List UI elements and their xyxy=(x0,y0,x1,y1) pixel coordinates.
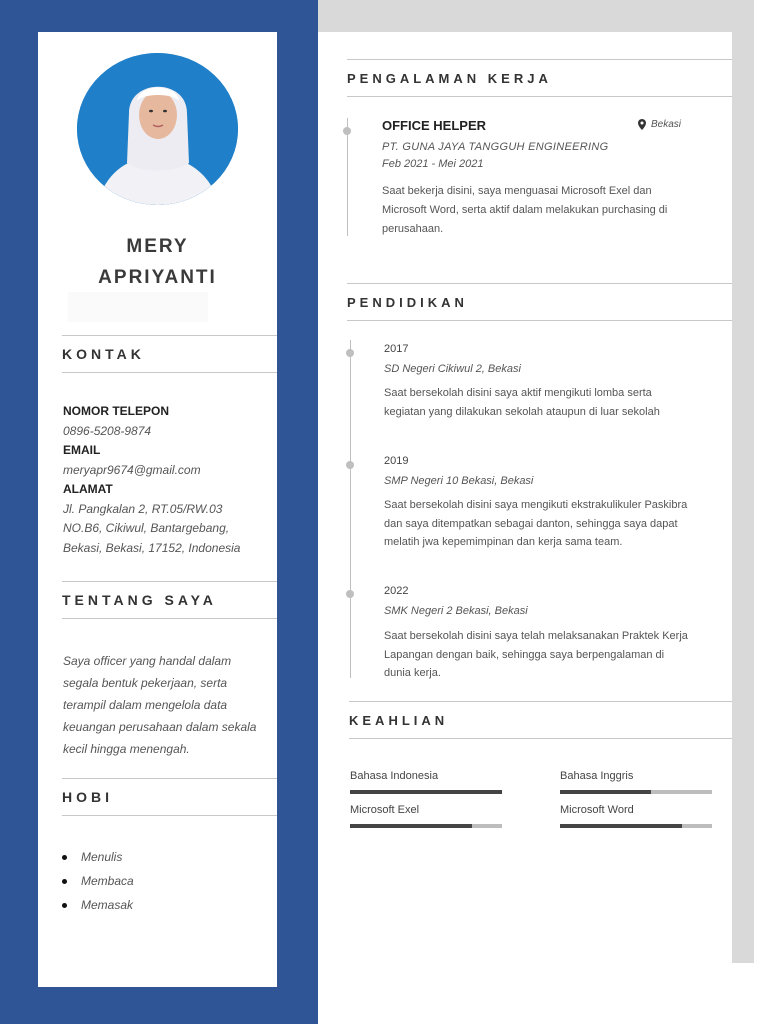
education-desc-line: kegiatan yang dilakukan sekolah ataupun di luar sekolah xyxy=(384,405,660,418)
left-panel xyxy=(38,32,277,987)
phone-value: 0896-5208-9874 xyxy=(63,423,152,438)
name-last: APRIYANTI xyxy=(98,267,217,288)
skill-item xyxy=(560,804,712,828)
job-desc-line: Microsoft Word, serta aktif dalam melakukan purchasing di xyxy=(382,204,668,216)
education-description xyxy=(384,384,716,421)
contact-section-heading xyxy=(62,335,277,373)
hobby-list xyxy=(62,845,262,917)
hobby-item xyxy=(62,845,262,869)
address-line: NO.B6, Cikiwul, Bantargebang, xyxy=(63,521,230,535)
about-line: terampil dalam mengelola data xyxy=(63,698,228,712)
skill-name: Bahasa Inggris xyxy=(560,770,634,782)
skill-bar xyxy=(560,824,712,828)
experience-timeline-line xyxy=(347,118,348,236)
job-location xyxy=(638,119,681,130)
job-desc-line: Saat bekerja disini, saya menguasai Microsoft Exel dan xyxy=(382,185,652,197)
skill-bar xyxy=(560,790,712,794)
experience-section-heading xyxy=(347,59,732,97)
contact-heading-text: KONTAK xyxy=(62,346,145,362)
about-line: kecil hingga menengah. xyxy=(63,742,190,756)
location-pin-icon xyxy=(638,119,646,130)
address-line: Bekasi, Bekasi, 17152, Indonesia xyxy=(63,540,241,555)
timeline-dot xyxy=(346,461,354,469)
bullet-icon xyxy=(62,903,67,908)
email-label: EMAIL xyxy=(63,443,101,457)
education-description xyxy=(384,627,716,683)
skill-item xyxy=(560,770,712,794)
hobby-label: Menulis xyxy=(81,850,123,864)
about-line: keuangan perusahaan dalam sekala xyxy=(63,720,257,734)
bullet-icon xyxy=(62,879,67,884)
education-section-heading xyxy=(347,283,732,321)
education-school: SD Negeri Cikiwul 2, Bekasi xyxy=(384,363,521,375)
hobby-item xyxy=(62,893,262,917)
education-heading-text: PENDIDIKAN xyxy=(347,294,468,310)
education-year: 2022 xyxy=(384,585,409,597)
email-value: meryapr9674@gmail.com xyxy=(63,462,201,477)
education-desc-line: dunia kerja. xyxy=(384,667,441,679)
right-panel xyxy=(318,32,732,687)
profile-photo xyxy=(77,53,238,205)
skill-item xyxy=(350,770,502,794)
address-label: ALAMAT xyxy=(63,482,113,496)
skill-name: Bahasa Indonesia xyxy=(350,770,439,782)
address-line: Jl. Pangkalan 2, RT.05/RW.03 xyxy=(63,501,223,516)
contact-details xyxy=(63,402,273,558)
job-company: PT. GUNA JAYA TANGGUH ENGINEERING xyxy=(382,141,609,153)
faded-subtitle-area xyxy=(68,292,208,322)
education-year: 2019 xyxy=(384,455,409,467)
education-desc-line: dan saya ditempatkan sebagai danton, sehingga saya dapat xyxy=(384,517,678,530)
education-timeline-line xyxy=(350,340,351,678)
skill-bar xyxy=(350,824,502,828)
about-line: Saya officer yang handal dalam xyxy=(63,654,232,668)
education-desc-line: Lapangan dengan baik, sehingga saya berpengalaman di xyxy=(384,648,665,661)
education-desc-line: Saat bersekolah disini saya telah melaksanakan Praktek Kerja xyxy=(384,630,688,642)
skill-name: Microsoft Word xyxy=(560,804,634,816)
education-school: SMK Negeri 2 Bekasi, Bekasi xyxy=(384,605,528,617)
experience-heading-text: PENGALAMAN KERJA xyxy=(347,70,552,86)
hobby-section-heading xyxy=(62,778,277,816)
timeline-dot xyxy=(346,590,354,598)
education-description xyxy=(384,496,716,552)
skill-name: Microsoft Exel xyxy=(350,804,420,816)
about-text xyxy=(63,650,273,760)
job-period: Feb 2021 - Mei 2021 xyxy=(382,158,484,170)
education-desc-line: melatih jwa kepemimpinan dan kerja sama team. xyxy=(384,536,623,548)
hobby-item xyxy=(62,869,262,893)
hobby-heading-text: HOBI xyxy=(62,789,113,805)
skill-bar-fill xyxy=(560,824,682,828)
skills-heading-text: KEAHLIAN xyxy=(349,712,449,728)
job-description xyxy=(382,182,702,239)
education-desc-line: Saat bersekolah disini saya aktif mengikuti lomba serta xyxy=(384,387,652,399)
profile-photo-illustration xyxy=(77,53,238,205)
skill-bar-fill xyxy=(350,824,472,828)
phone-label: NOMOR TELEPON xyxy=(63,404,170,418)
hobby-label: Memasak xyxy=(81,898,134,912)
timeline-dot xyxy=(343,127,351,135)
job-desc-line: perusahaan. xyxy=(382,223,444,235)
timeline-dot xyxy=(346,349,354,357)
name-first: MERY xyxy=(126,236,189,257)
job-location-text: Bekasi xyxy=(651,119,682,130)
education-school: SMP Negeri 10 Bekasi, Bekasi xyxy=(384,475,534,487)
job-title: OFFICE HELPER xyxy=(382,118,487,133)
bullet-icon xyxy=(62,855,67,860)
about-section-heading xyxy=(62,581,277,619)
about-line: segala bentuk pekerjaan, serta xyxy=(63,676,228,690)
hobby-label: Membaca xyxy=(81,874,134,888)
about-heading-text: TENTANG SAYA xyxy=(62,592,217,608)
skill-item xyxy=(350,804,502,828)
education-desc-line: Saat bersekolah disini saya mengikuti ekstrakulikuler Paskibra xyxy=(384,499,688,511)
skills-section-heading xyxy=(349,701,732,739)
skill-bar-fill xyxy=(560,790,651,794)
education-year: 2017 xyxy=(384,343,409,355)
skill-bar-fill xyxy=(350,790,502,794)
skill-bar xyxy=(350,790,502,794)
